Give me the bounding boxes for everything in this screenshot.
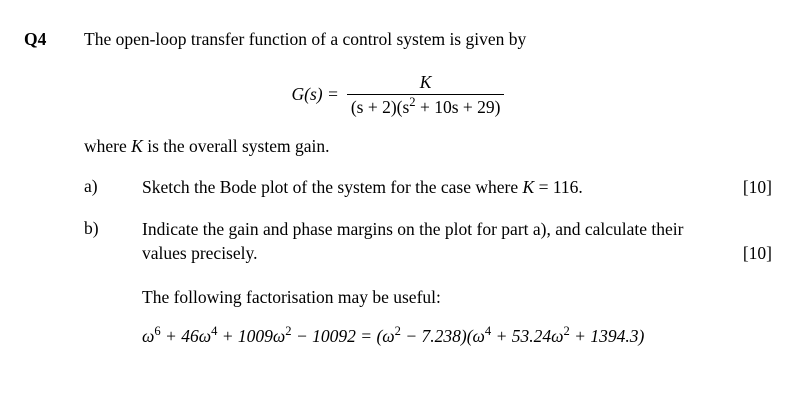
fact-exp-2: 4 [211,324,218,339]
fact-exp-3: 2 [285,324,292,339]
part-a-marks: [10] [742,176,772,197]
fact-exp-4: 2 [394,324,401,339]
fact-term-4: − 10092 = (ω [291,326,395,347]
denominator-pre: (s + 2)(s [350,96,410,117]
part-a-text-pre: Sketch the Bode plot of the system for the case where [142,176,523,197]
fact-term-5: − 7.238)(ω [400,326,485,347]
part-b-body [142,217,772,265]
part-b-line-1: Indicate the gain and phase margins on the plot for part a), and calculate their [142,218,684,239]
fact-term-2: + 46ω [160,326,212,347]
denominator-post: + 10s + 29) [415,96,501,117]
part-b-marks: [10] [742,242,772,263]
part-b-line-2-row [142,241,772,265]
fact-exp-1: 6 [154,324,161,339]
factorisation-equation [142,326,772,347]
fact-exp-6: 2 [563,324,570,339]
equation-lhs: G(s) = [291,84,339,105]
part-a-text-post: = 116. [534,176,583,197]
factorisation-note: The following factorisation may be useful: [142,287,441,308]
fact-term-3: + 1009ω [217,326,286,347]
gain-symbol: K [131,135,143,156]
equation-numerator: K [419,71,432,92]
question-header-row [24,28,772,52]
part-b [84,217,772,265]
transfer-function-equation [24,72,772,118]
denominator-exponent: 2 [409,94,416,109]
gain-definition-line [84,136,772,157]
fact-term-1: ω [142,326,155,347]
question-stem: The open-loop transfer function of a control system is given by [84,29,527,49]
where-prefix: where [84,135,132,156]
equation-fraction [347,72,505,118]
fact-term-7: + 1394.3) [569,326,645,347]
part-b-letter: b) [84,217,99,238]
part-a-gain-symbol: K [522,176,535,197]
where-suffix: is the overall system gain. [142,135,330,156]
part-a [84,175,772,199]
fact-term-6: + 53.24ω [491,326,564,347]
part-b-line-2: values precisely. [142,242,258,263]
part-a-letter: a) [84,175,98,196]
equation-denominator [347,95,505,118]
question-number: Q4 [24,29,47,49]
fact-exp-5: 4 [484,324,492,339]
part-a-body [142,175,772,199]
